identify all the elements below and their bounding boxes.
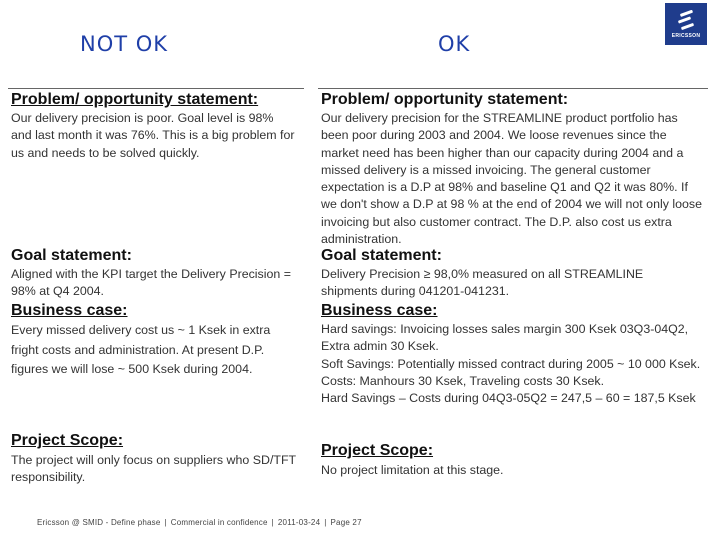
ericsson-logo [665,3,707,45]
ericsson-mark-icon [675,9,697,31]
right-goal-heading: Goal statement: [321,247,442,264]
right-business-line: Hard Savings – Costs during 04Q3-05Q2 = 247,5 – 60 = 187,5 Ksek [321,391,696,406]
right-goal-text: Delivery Precision ≥ 98,0% measured on all STREAMLINE shipments during 041201-041231. [321,267,644,299]
left-goal-text: Aligned with the KPI target the Delivery Precision = 98% at Q4 2004. [11,267,291,299]
right-scope-text: No project limitation at this stage. [321,463,504,477]
right-business-heading: Business case: [321,302,438,319]
right-business-line: Soft Savings: Potentially missed contract during 2005 ~ 10 000 Ksek. [321,356,701,371]
right-column-title: OK [438,32,471,56]
right-business-line: Hard savings: Invoicing losses sales margin 300 Ksek 03Q3-04Q2, Extra admin 30 Ksek. [321,322,689,354]
left-scope-text: The project will only focus on suppliers who SD/TFT responsibility. [11,453,296,485]
footer-page: Page 27 [330,518,362,527]
right-business-line: Costs: Manhours 30 Ksek, Traveling costs 30 Ksek. [321,373,605,388]
left-problem-heading: Problem/ opportunity statement: [11,91,259,108]
right-scope-heading: Project Scope: [321,442,434,459]
left-scope-heading: Project Scope: [11,432,124,449]
logo-wordmark: ERICSSON [671,33,701,39]
footer: Ericsson @ SMID - Define phase | Commercial in confidence | 2011-03-24 | Page 27 [37,518,362,527]
right-problem-heading: Problem/ opportunity statement: [321,91,569,108]
right-business-list [321,321,701,407]
left-goal-heading: Goal statement: [11,247,132,264]
left-header-rule [8,88,304,89]
left-business-heading: Business case: [11,302,128,319]
left-problem-text: Our delivery precision is poor. Goal level is 98% and last month it was 76%. This is a big problem for us and needs to be solved quickly. [11,111,295,160]
right-header-rule [318,88,708,89]
left-column-title: NOT OK [80,32,169,56]
footer-company: Ericsson @ SMID - Define phase [37,518,161,527]
left-business-text: Every missed delivery cost us ~ 1 Ksek in extra fright costs and administration. At present D.P. figures we will lose ~ 500 Ksek during 2004. [11,323,271,376]
footer-date: 2011-03-24 [277,518,321,527]
footer-classification: Commercial in confidence [170,518,268,527]
right-problem-text: Our delivery precision for the STREAMLINE product portfolio has been poor during 2003 and 2004. We loose revenues since the market need has been higher than our capacity during 2004 and a missed delivery is a missed invoicing. The general customer expectation is a D.P at 98% and baseline Q1 and Q2 it was 80%. If we don't show a D.P at 98 % at the end of 2004 we will not only loose invoicing but also customer contract. The D.P. also cost us extra administration. [321,111,702,247]
